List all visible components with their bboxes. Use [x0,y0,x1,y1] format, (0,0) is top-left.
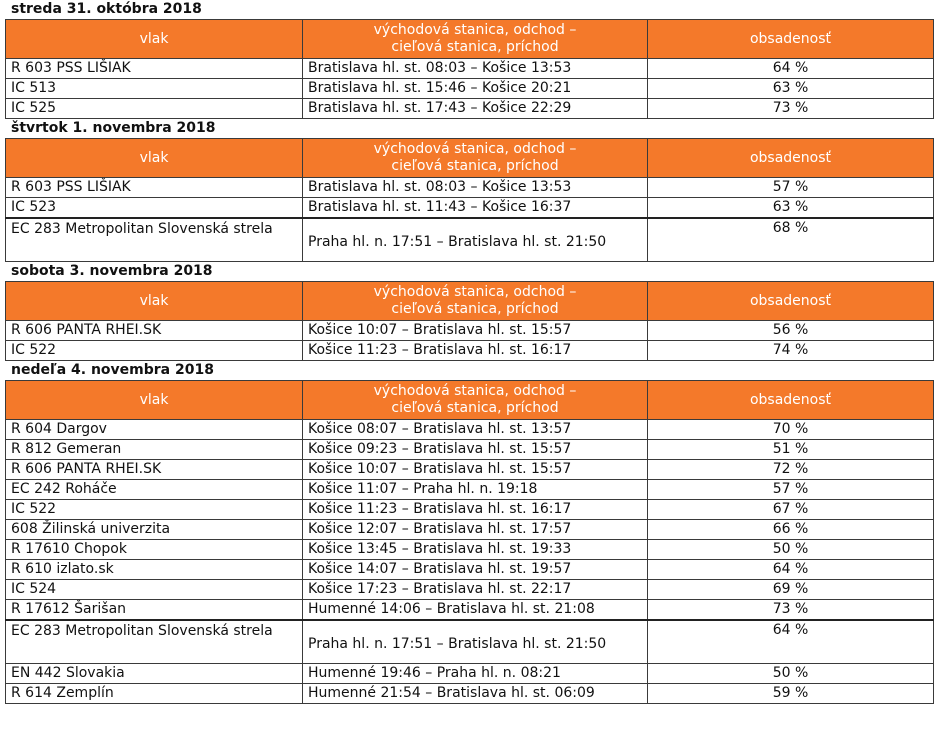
occupancy-cell: 66 % [648,520,934,540]
occupancy-cell: 57 % [648,178,934,198]
train-cell: R 603 PSS LIŠIAK [6,59,303,79]
header-route-line2: cieľová stanica, príchod [391,301,559,317]
occupancy-cell: 51 % [648,440,934,460]
occupancy-cell: 63 % [648,79,934,99]
table-row [6,99,934,119]
table-row [6,341,934,361]
header-route-line2: cieľová stanica, príchod [391,400,559,416]
train-cell: R 606 PANTA RHEI.SK [6,321,303,341]
table-row [6,178,934,198]
table-row [6,198,934,219]
route-cell: Košice 12:07 – Bratislava hl. st. 17:57 [303,520,648,540]
route-cell: Košice 11:23 – Bratislava hl. st. 16:17 [303,500,648,520]
route-cell: Košice 11:07 – Praha hl. n. 19:18 [303,480,648,500]
header-train: vlak [6,381,303,420]
train-cell: 608 Žilinská univerzita [6,520,303,540]
occupancy-table [5,380,934,704]
occupancy-table [5,138,934,262]
train-cell: EC 283 Metropolitan Slovenská strela [6,218,303,262]
occupancy-cell: 64 % [648,560,934,580]
occupancy-cell: 50 % [648,664,934,684]
header-occupancy: obsadenosť [648,381,934,420]
train-cell: IC 525 [6,99,303,119]
train-cell: IC 522 [6,341,303,361]
route-cell: Praha hl. n. 17:51 – Bratislava hl. st. 21:50 [303,620,648,664]
table-row [6,440,934,460]
route-cell: Košice 17:23 – Bratislava hl. st. 22:17 [303,580,648,600]
occupancy-cell: 67 % [648,500,934,520]
train-cell: IC 522 [6,500,303,520]
route-cell: Humenné 19:46 – Praha hl. n. 08:21 [303,664,648,684]
day-section [0,262,943,361]
table-row [6,664,934,684]
header-route [303,139,648,178]
occupancy-cell: 73 % [648,99,934,119]
table-row [6,620,934,664]
train-cell: R 614 Zemplín [6,684,303,704]
table-row [6,600,934,621]
occupancy-table [5,281,934,361]
occupancy-cell: 72 % [648,460,934,480]
train-cell: IC 524 [6,580,303,600]
day-section [0,0,943,119]
header-route-line2: cieľová stanica, príchod [391,39,559,55]
route-cell: Bratislava hl. st. 15:46 – Košice 20:21 [303,79,648,99]
route-cell: Bratislava hl. st. 08:03 – Košice 13:53 [303,59,648,79]
train-cell: R 17610 Chopok [6,540,303,560]
route-cell: Bratislava hl. st. 17:43 – Košice 22:29 [303,99,648,119]
table-row [6,79,934,99]
train-cell: EC 242 Roháče [6,480,303,500]
route-cell: Bratislava hl. st. 11:43 – Košice 16:37 [303,198,648,219]
route-cell: Košice 13:45 – Bratislava hl. st. 19:33 [303,540,648,560]
occupancy-cell: 56 % [648,321,934,341]
header-route-line1: východová stanica, odchod – [373,383,577,399]
table-row [6,59,934,79]
occupancy-cell: 69 % [648,580,934,600]
train-cell: EC 283 Metropolitan Slovenská strela [6,620,303,664]
route-cell: Košice 10:07 – Bratislava hl. st. 15:57 [303,460,648,480]
train-cell: IC 513 [6,79,303,99]
route-cell: Humenné 21:54 – Bratislava hl. st. 06:09 [303,684,648,704]
table-row [6,480,934,500]
header-train: vlak [6,282,303,321]
table-row [6,460,934,480]
table-row [6,580,934,600]
route-cell: Praha hl. n. 17:51 – Bratislava hl. st. 21:50 [303,218,648,262]
route-cell: Košice 11:23 – Bratislava hl. st. 16:17 [303,341,648,361]
train-cell: R 17612 Šarišan [6,600,303,621]
occupancy-cell: 68 % [648,218,934,262]
header-train: vlak [6,139,303,178]
header-route [303,20,648,59]
header-route [303,381,648,420]
train-cell: R 606 PANTA RHEI.SK [6,460,303,480]
day-section [0,361,943,704]
occupancy-cell: 70 % [648,420,934,440]
occupancy-cell: 57 % [648,480,934,500]
train-cell: R 812 Gemeran [6,440,303,460]
route-cell: Košice 14:07 – Bratislava hl. st. 19:57 [303,560,648,580]
header-occupancy: obsadenosť [648,20,934,59]
table-row [6,540,934,560]
occupancy-cell: 74 % [648,341,934,361]
table-row [6,420,934,440]
header-occupancy: obsadenosť [648,139,934,178]
header-route-line1: východová stanica, odchod – [373,22,577,38]
occupancy-cell: 50 % [648,540,934,560]
table-row [6,560,934,580]
table-row [6,500,934,520]
table-row [6,520,934,540]
table-header-row [6,139,934,178]
route-cell: Bratislava hl. st. 08:03 – Košice 13:53 [303,178,648,198]
train-cell: IC 523 [6,198,303,219]
table-row [6,321,934,341]
train-cell: R 604 Dargov [6,420,303,440]
header-route-line1: východová stanica, odchod – [373,141,577,157]
occupancy-cell: 59 % [648,684,934,704]
table-header-row [6,381,934,420]
table-header-row [6,20,934,59]
occupancy-cell: 64 % [648,59,934,79]
table-row [6,684,934,704]
occupancy-cell: 73 % [648,600,934,621]
header-occupancy: obsadenosť [648,282,934,321]
day-heading: streda 31. októbra 2018 [11,1,202,17]
train-cell: R 610 izlato.sk [6,560,303,580]
day-heading: nedeľa 4. novembra 2018 [11,362,214,378]
day-section [0,119,943,262]
table-header-row [6,282,934,321]
route-cell: Košice 10:07 – Bratislava hl. st. 15:57 [303,321,648,341]
route-cell: Košice 08:07 – Bratislava hl. st. 13:57 [303,420,648,440]
occupancy-cell: 63 % [648,198,934,219]
train-cell: EN 442 Slovakia [6,664,303,684]
day-heading: sobota 3. novembra 2018 [11,263,213,279]
route-cell: Humenné 14:06 – Bratislava hl. st. 21:08 [303,600,648,621]
occupancy-table [5,19,934,119]
route-cell: Košice 09:23 – Bratislava hl. st. 15:57 [303,440,648,460]
occupancy-cell: 64 % [648,620,934,664]
header-route-line1: východová stanica, odchod – [373,284,577,300]
header-route-line2: cieľová stanica, príchod [391,158,559,174]
header-train: vlak [6,20,303,59]
day-heading: štvrtok 1. novembra 2018 [11,120,216,136]
table-row [6,218,934,262]
header-route [303,282,648,321]
train-cell: R 603 PSS LIŠIAK [6,178,303,198]
